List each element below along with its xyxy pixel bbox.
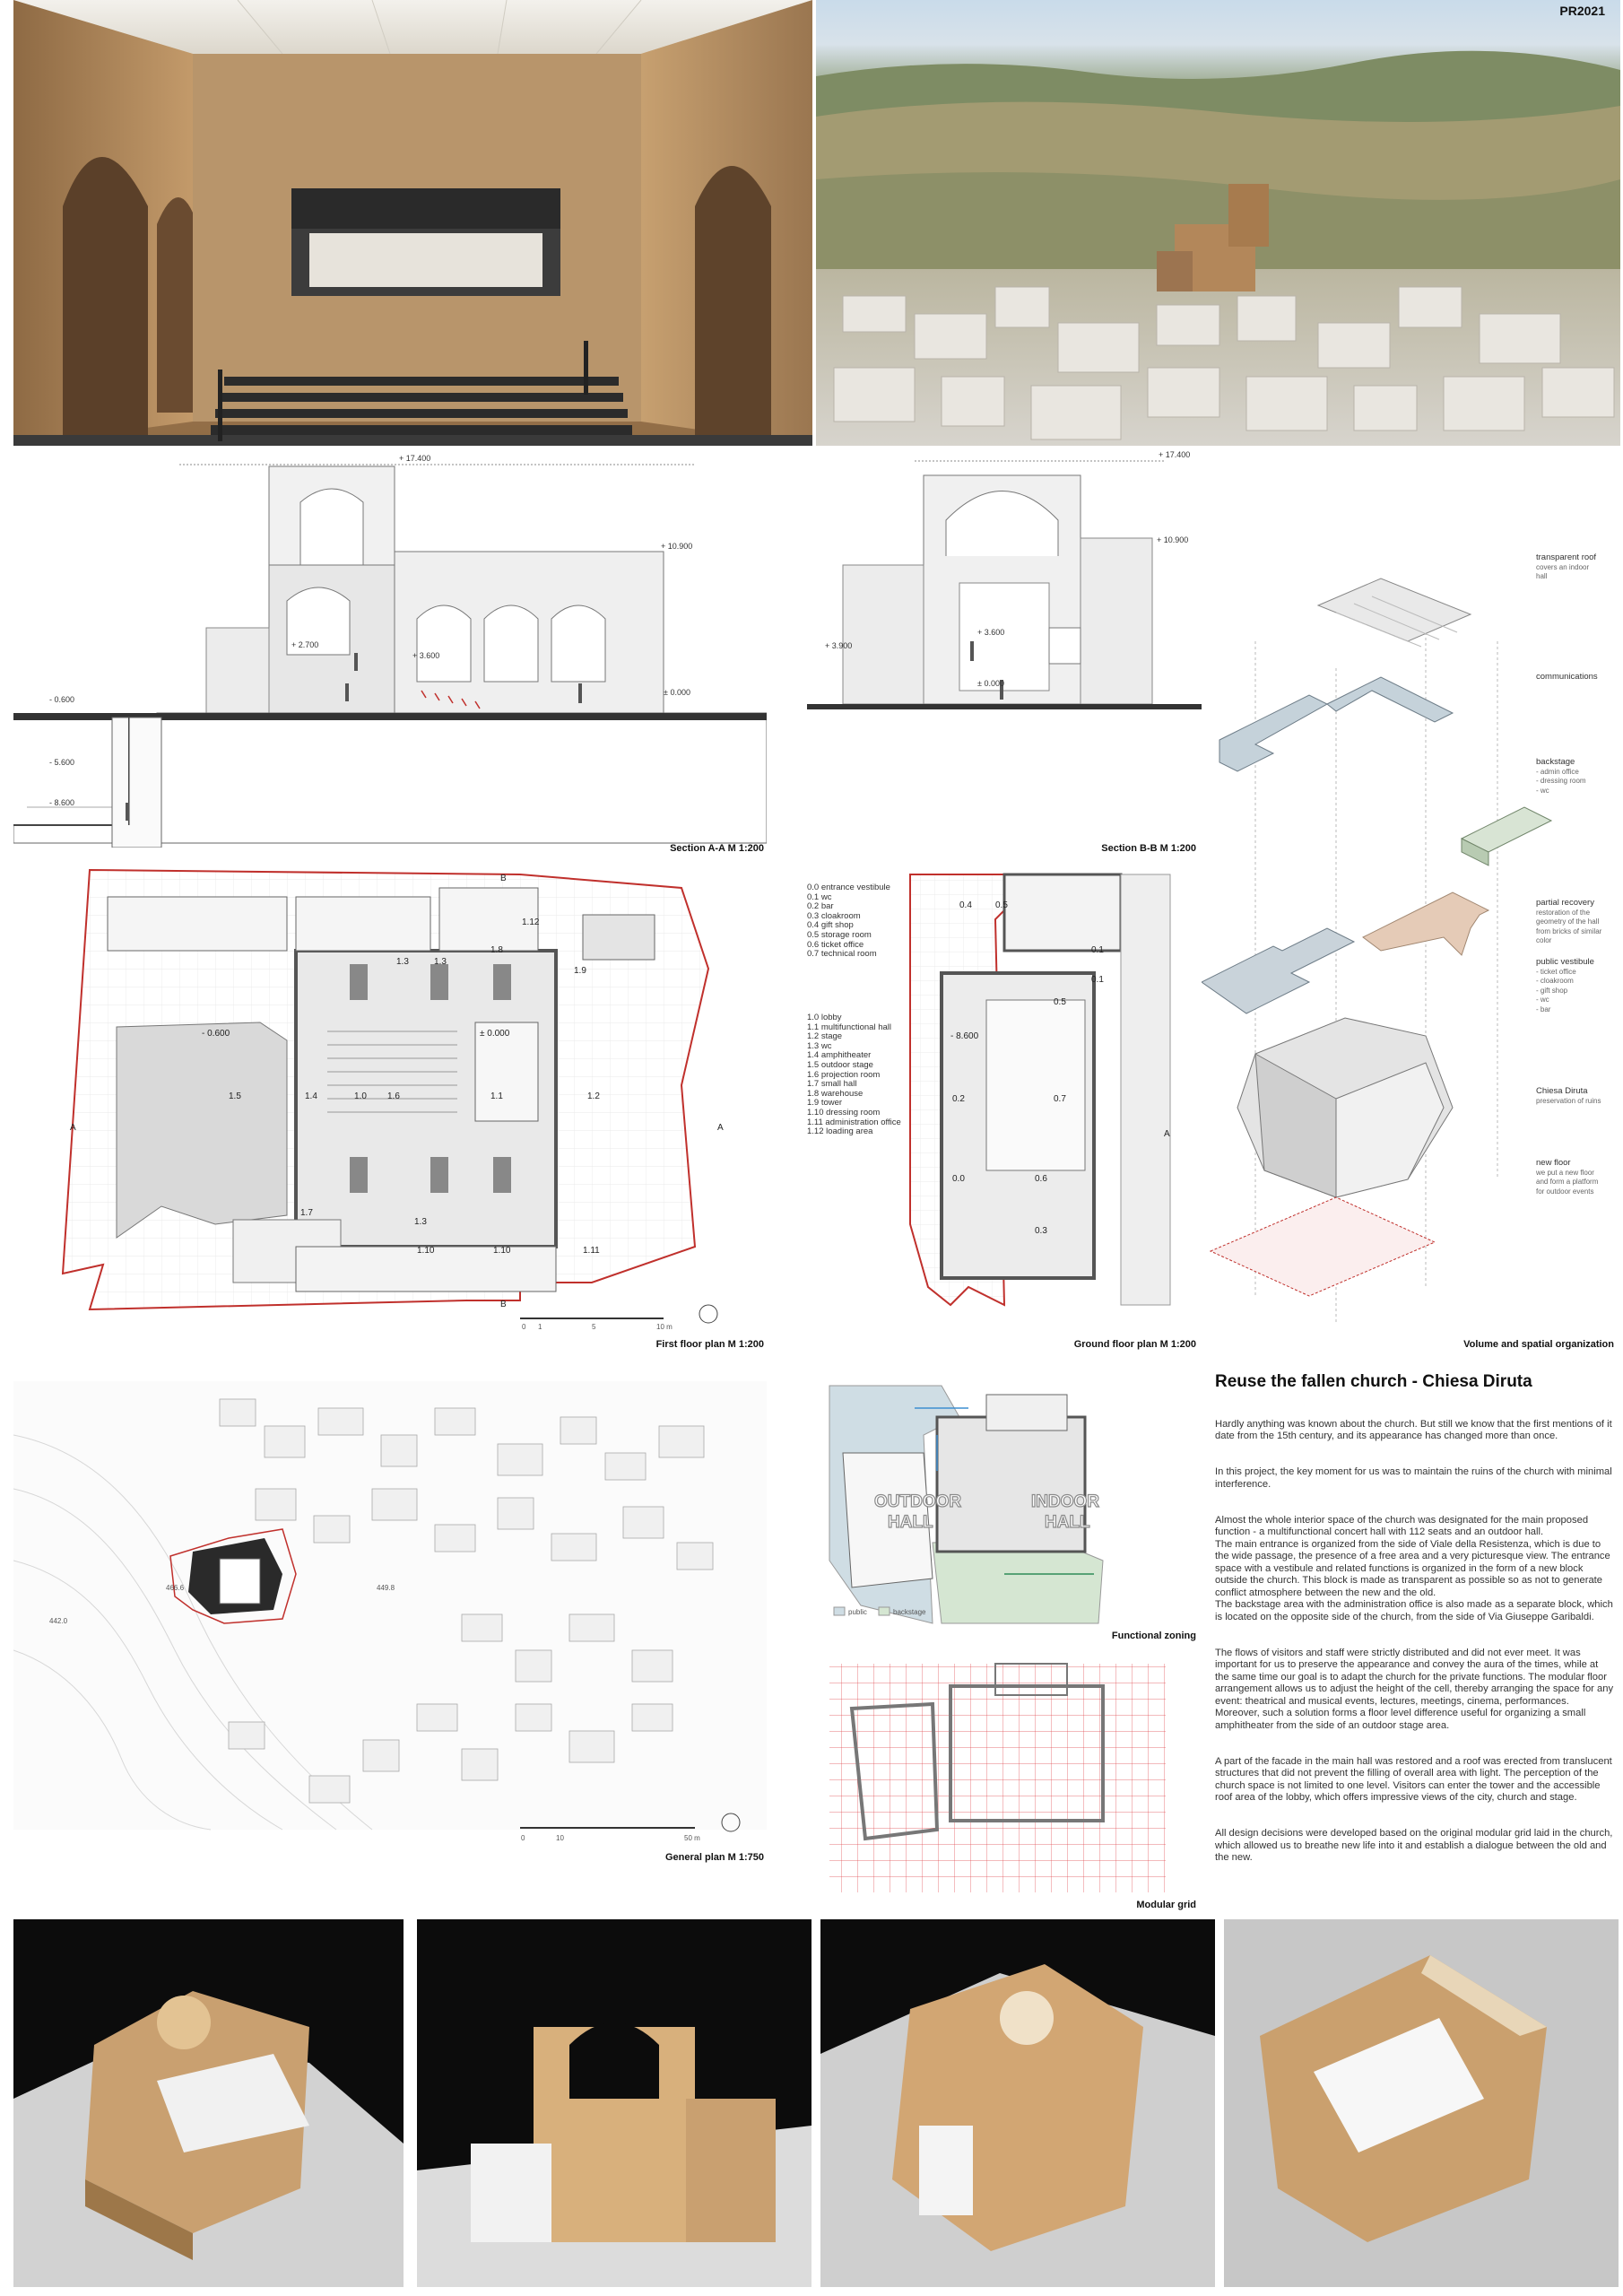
level-label: + 3.600 [412,651,440,660]
label-sub: - dressing room [1536,777,1586,786]
room-label: 0.2 [952,1094,965,1104]
volume-label-chiesa [1536,1087,1621,1106]
room-label: 1.7 [300,1208,313,1218]
label-sub: and form a platform [1536,1178,1599,1187]
room-label: 1.11 [583,1246,600,1256]
legend-item: 1.6 projection room [807,1069,881,1080]
section-aa-drawing [13,448,767,848]
level-label: + 17.400 [399,454,431,463]
label-sub: preservation of ruins [1536,1096,1601,1105]
volume-label-recovery [1536,899,1621,946]
scale-label: 1 [538,1323,542,1331]
legend-item: 0.7 technical room [807,949,877,960]
legend-public: public [848,1608,867,1616]
scale-label: 5 [592,1323,596,1331]
label-sub: color [1536,936,1552,945]
level-label: ± 0.000 [977,679,1004,688]
functional-zoning-caption: Functional zoning [1111,1631,1196,1641]
scale-label: 10 m [656,1323,673,1331]
volume-axonometric [1202,552,1614,1341]
general-plan [13,1381,767,1848]
article-paragraph: A part of the facade in the main hall was restored and a roof was erected from translucent structures that did not prevent the filling of overall area with light. The perception of the church space is not limited to one level. Visitors can enter the tower and the accessible roof area of the lobby, which offers impressive views of the city, church and stage. [1215,1755,1612,1803]
level-label: + 10.900 [1157,535,1189,544]
model-photo-1 [13,1919,404,2287]
volume-label-communications [1536,673,1621,683]
level-label: + 17.400 [1159,450,1191,459]
section-bb-caption: Section B-B M 1:200 [1101,843,1196,854]
legend-item: 1.1 multifunctional hall [807,1022,891,1032]
legend-item: 1.5 outdoor stage [807,1059,873,1070]
project-code: PR2021 [1559,4,1605,18]
label-title: partial recovery [1536,898,1594,908]
ground-floor-caption: Ground floor plan M 1:200 [1073,1339,1196,1350]
legend-item: 1.0 lobby [807,1013,842,1022]
scale-label: 0 [521,1834,525,1842]
legend-item: 0.6 ticket office [807,939,864,950]
section-mark: A [1164,1129,1170,1139]
label-sub: - wc [1536,786,1549,795]
room-label: 1.9 [574,966,586,976]
legend-item: 1.4 amphitheater [807,1050,872,1061]
legend-item: 1.11 administration office [807,1117,901,1127]
functional-zoning-plan [825,1381,1184,1632]
section-bb-drawing [807,448,1202,718]
room-label: 1.3 [434,957,447,967]
label-sub: geometry of the hall [1536,918,1600,926]
label-sub: for outdoor events [1536,1187,1594,1196]
model-photo-3 [820,1919,1215,2287]
article-paragraph: Almost the whole interior space of the church was designated for the main proposed function - a multifunctional concert hall with 112 seats and an outdoor hall. The main entrance is organized from the side of Viale della Resistenza, which is due to the wide passage, the presence of a free area and a very picturesque view. The entrance space with a vestibule and related functions is organized in the form of a new block outside the church. This block is made as transparent as possible so as not to generate conflict atmosphere between the new and the old. The backstage area with the administration office is also made as a separate block, which is located on the opposite side of the church, from the side of Via Giuseppe Garibaldi. [1215,1514,1613,1622]
level-label: + 3.600 [977,628,1005,637]
legend-first [807,1013,915,1137]
legend-backstage: backstage [893,1608,926,1616]
article-paragraph: The flows of visitors and staff were strictly distributed and did not ever meet. It was important for us to preserve the appearance and convey the aura of the times, while at the same time our goal is to adapt the church for the private functions. The modular floor arrangement allows us to adjust the height of the cell, thereby arranging the space for any event: theatrical and musical events, lectures, meetings, cinema, performances. Moreover, such a solution forms a floor level difference useful for organizing a small amphitheater from the side of an outdoor stage area. [1215,1647,1614,1731]
label-sub: from bricks of similar [1536,926,1602,935]
room-label: 1.3 [414,1217,427,1227]
room-label: - 0.600 [202,1029,230,1039]
room-label: 1.10 [493,1246,511,1256]
level-label: + 2.700 [291,640,319,649]
article-title: Reuse the fallen church - Chiesa Diruta [1215,1372,1532,1391]
volume-label-roof [1536,553,1621,582]
label-title: new floor [1536,1158,1571,1168]
legend-item: 0.5 storage room [807,929,872,940]
room-label: 1.10 [417,1246,435,1256]
model-photo-4 [1224,1919,1619,2287]
room-label: 0.6 [1035,1174,1047,1184]
aerial-photo [816,0,1620,446]
room-label: 1.0 [354,1091,367,1101]
level-label: - 8.600 [49,798,75,807]
label-sub: covers an indoor [1536,562,1590,571]
room-label: 0.7 [1054,1094,1066,1104]
general-plan-caption: General plan M 1:750 [664,1852,764,1863]
room-label: 0.4 [959,900,972,910]
height-label: 442.0 [49,1617,68,1625]
room-label: 0.5 [995,900,1008,910]
room-label: 1.4 [305,1091,317,1101]
level-label: - 5.600 [49,758,75,767]
ground-floor-plan [906,865,1175,1318]
label-sub: hall [1536,572,1548,581]
interior-render [13,0,812,446]
label-title: Chiesa Diruta [1536,1086,1588,1096]
volume-label-vestibule [1536,958,1621,1015]
first-floor-caption: First floor plan M 1:200 [655,1339,764,1350]
label-title: backstage [1536,757,1575,767]
model-photo-2 [417,1919,812,2287]
room-label: 0.1 [1091,975,1104,985]
legend-item: 0.1 wc [807,891,832,902]
article-body [1215,1406,1614,1888]
level-label: + 3.900 [825,641,853,650]
article-paragraph: In this project, the key moment for us was to maintain the ruins of the church with minimal interference. [1215,1466,1612,1490]
room-label: 1.6 [387,1091,400,1101]
label-sub: - bar [1536,1004,1551,1013]
volume-label-backstage [1536,758,1621,796]
volume-caption: Volume and spatial organization [1463,1339,1614,1350]
indoor-label-2: HALL [1045,1513,1090,1532]
legend-item: 0.2 bar [807,901,834,912]
outdoor-label-2: HALL [888,1513,933,1532]
label-sub: - ticket office [1536,967,1576,976]
scale-label: 50 m [684,1834,700,1842]
legend-item: 1.2 stage [807,1031,843,1042]
height-label: 449.8 [377,1584,395,1592]
legend-item: 0.0 entrance vestibule [807,883,890,892]
article-paragraph: Hardly anything was known about the church. But still we know that the first mentions of it date from the 15th century, and its appearance has changed more than once. [1215,1418,1612,1441]
level-label: - 0.600 [49,695,75,704]
volume-label-newfloor [1536,1159,1621,1196]
room-label: 1.12 [522,918,540,927]
room-label: ± 0.000 [480,1029,510,1039]
room-label: 0.5 [1054,997,1066,1007]
room-label: 0.3 [1035,1226,1047,1236]
label-title: public vestibule [1536,957,1594,967]
height-label: 466.6 [166,1584,185,1592]
scale-label: 0 [522,1323,526,1331]
legend-item: 0.4 gift shop [807,920,854,931]
section-mark: B [500,874,507,883]
room-label: 1.5 [229,1091,241,1101]
section-mark: A [717,1123,724,1133]
label-sub: - admin office [1536,767,1579,776]
section-mark: A [70,1123,76,1133]
legend-ground [807,883,915,960]
level-label: + 10.900 [661,542,693,551]
legend-item: 1.7 small hall [807,1079,857,1090]
label-title: transparent roof [1536,552,1597,562]
outdoor-label-1: OUTDOOR [874,1492,962,1511]
label-sub: - wc [1536,996,1549,1004]
modular-grid-plan [825,1650,1184,1901]
legend-item: 1.8 warehouse [807,1088,864,1099]
label-sub: we put a new floor [1536,1168,1594,1177]
scale-label: 10 [556,1834,564,1842]
legend-item: 1.10 dressing room [807,1107,881,1118]
indoor-label-1: INDOOR [1031,1492,1099,1511]
room-label: 1.2 [587,1091,600,1101]
room-label: 0.0 [952,1174,965,1184]
legend-item: 1.9 tower [807,1098,843,1109]
section-mark: B [500,1300,507,1309]
room-label: 1.1 [490,1091,503,1101]
modular-grid-caption: Modular grid [1136,1900,1196,1910]
room-label: 1.3 [396,957,409,967]
section-aa-caption: Section A-A M 1:200 [670,843,764,854]
legend-item: 0.3 cloakroom [807,910,861,921]
room-label: - 8.600 [950,1031,979,1041]
label-sub: restoration of the [1536,908,1591,917]
level-label: ± 0.000 [664,688,690,697]
legend-item: 1.12 loading area [807,1126,873,1137]
label-sub: - cloakroom [1536,977,1574,986]
article-paragraph: All design decisions were developed based on the original modular grid laid in the church, which allowed us to breathe new life into it and establish a dialogue between the old and the new. [1215,1828,1613,1863]
room-label: 0.1 [1091,945,1104,955]
label-sub: - gift shop [1536,986,1568,995]
legend-item: 1.3 wc [807,1040,832,1051]
room-label: 1.8 [490,945,503,955]
label-title: communications [1536,672,1598,682]
first-floor-plan [54,861,771,1350]
